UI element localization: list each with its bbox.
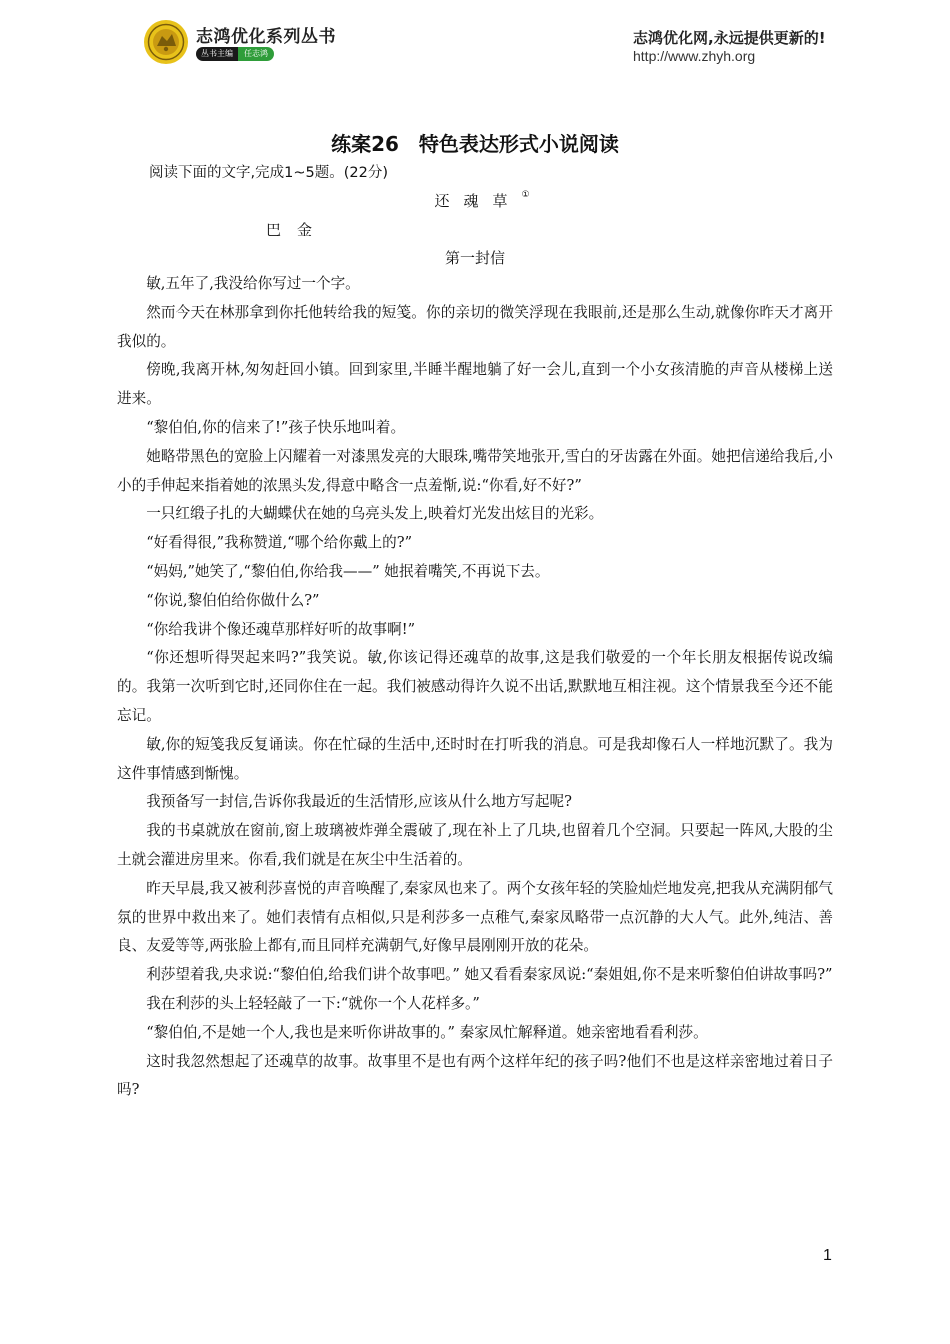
paragraph: “黎伯伯,不是她一个人,我也是来听你讲故事的。” 秦家凤忙解释道。她亲密地看看利莎。 <box>146 1023 708 1041</box>
paragraph: 她略带黑色的宽脸上闪耀着一对漆黑发亮的大眼珠,嘴带笑地张开,雪白的牙齿露在外面。她把信递给我后,小小的手伸起来指着她的浓黑头发,得意中略含一点羞惭,说:“你看,好不好?” <box>117 447 833 494</box>
paragraph: “你说,黎伯伯给你做什么?” <box>146 591 320 609</box>
story-author: 巴金 <box>266 221 329 239</box>
publisher-logo <box>143 19 189 65</box>
editor-label: 丛书主编 <box>196 47 238 61</box>
paragraph: 我的书桌就放在窗前,窗上玻璃被炸弹全震破了,现在补上了几块,也留着几个空洞。只要起一阵风,大股的尘土就会灌进房里来。你看,我们就是在灰尘中生活着的。 <box>117 822 833 868</box>
paragraph: “黎伯伯,你的信来了!”孩子快乐地叫着。 <box>146 418 406 436</box>
page-header <box>0 0 950 80</box>
paragraph: 然而今天在林那拿到你托他转给我的短笺。你的亲切的微笑浮现在我眼前,还是那么生动,就像你昨天才离开我似的。 <box>117 303 833 350</box>
paragraph: 傍晚,我离开林,匆匆赶回小镇。回到家里,半睡半醒地躺了好一会儿,直到一个小女孩清脆的声音从楼梯上送进来。 <box>117 361 833 408</box>
series-title: 志鸿优化系列丛书 <box>196 27 336 47</box>
site-slogan: 志鸿优化网,永远提供更新的! <box>633 29 826 47</box>
paragraph: “你还想听得哭起来吗?”我笑说。敏,你该记得还魂草的故事,这是我们敬爱的一个年长朋友根据传说改编的。我第一次听到它时,还同你住在一起。我们被感动得许久说不出话,默默地互相注视。这个情景我至今还不能忘记。 <box>117 649 833 724</box>
story-title-text: 还魂草 <box>434 192 522 210</box>
paragraph: “好看得很,”我称赞道,“哪个给你戴上的?” <box>146 534 413 552</box>
footnote-marker: ① <box>521 190 530 200</box>
editor-name: 任志鸿 <box>238 47 274 61</box>
page-number: 1 <box>823 1247 832 1264</box>
paragraph: 敏,你的短笺我反复诵读。你在忙碌的生活中,还时时在打听我的消息。可是我却像石人一样地沉默了。我为这件事情感到惭愧。 <box>117 735 833 782</box>
chief-editor-badge <box>196 47 290 61</box>
site-url[interactable]: http://www.zhyh.org <box>633 48 756 64</box>
paragraph: “妈妈,”她笑了,“黎伯伯,你给我——” 她抿着嘴笑,不再说下去。 <box>146 562 550 580</box>
paragraph: 利莎望着我,央求说:“黎伯伯,给我们讲个故事吧。” 她又看看秦家凤说:“秦姐姐,你不是来听黎伯伯讲故事吗?” <box>146 966 833 984</box>
paragraph: 一只红缎子扎的大蝴蝶伏在她的乌亮头发上,映着灯光发出炫目的光彩。 <box>146 505 604 523</box>
story-title <box>0 190 950 211</box>
paragraph: 我在利莎的头上轻轻敲了一下:“就你一个人花样多。” <box>146 994 480 1012</box>
exercise-title: 练案26 特色表达形式小说阅读 <box>331 132 619 156</box>
section-title: 第一封信 <box>444 249 505 267</box>
story-body <box>117 270 833 1105</box>
paragraph: 昨天早晨,我又被利莎喜悦的声音唤醒了,秦家凤也来了。两个女孩年轻的笑脸灿烂地发亮,把我从充满阴郁气氛的世界中救出来了。她们表情有点相似,只是利莎多一点稚气,秦家凤略带一点沉静的大人气。此外,纯洁、善良、友爱等等,两张脸上都有,而且同样充满朝气,好像早晨刚刚开放的花朵。 <box>117 879 833 955</box>
paragraph: 我预备写一封信,告诉你我最近的生活情形,应该从什么地方写起呢? <box>146 793 572 811</box>
paragraph: 这时我忽然想起了还魂草的故事。故事里不是也有两个这样年纪的孩子吗?他们不也是这样亲密地过着日子吗? <box>117 1052 833 1099</box>
paragraph: 敏,五年了,我没给你写过一个字。 <box>146 275 360 292</box>
reading-instructions: 阅读下面的文字,完成1~5题。(22分) <box>149 165 388 181</box>
paragraph: “你给我讲个像还魂草那样好听的故事啊!” <box>146 620 416 638</box>
